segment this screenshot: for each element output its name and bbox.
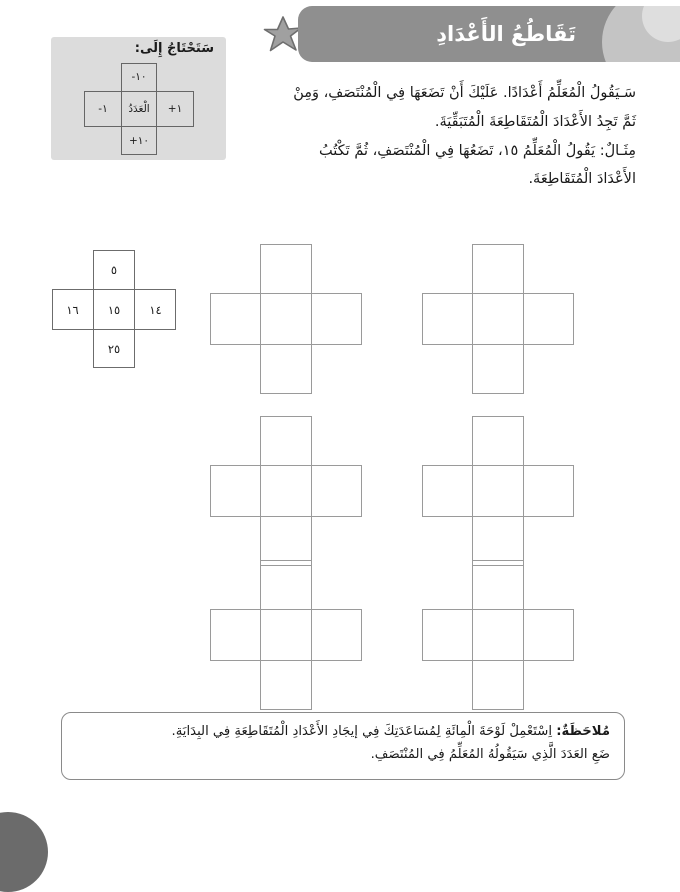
needs-cross-cell-right: ١- (98, 103, 108, 115)
instructions-line-1: سَـيَقُولُ الْمُعَلِّمُ أَعْدَادًا. عَلَيْكَ أَنْ تَضَعَهَا فِي الْمُنْتَصَفِ، وَمِنْ (293, 85, 636, 101)
blank-cross-cell-right[interactable] (524, 465, 574, 517)
blank-cross-cell-top[interactable] (260, 244, 312, 293)
example-cross-cell-left: ١٦ (66, 302, 79, 317)
blank-cross-cell-center[interactable] (260, 293, 312, 345)
footer-decor-blob (0, 812, 48, 892)
blank-cross-cell-center[interactable] (472, 293, 524, 345)
instructions-line-4: الأَعْدَادَ الْمُتَقَاطِعَةَ. (528, 171, 636, 188)
blank-cross-cell-right[interactable] (312, 609, 362, 661)
example-cross-diagram (52, 250, 176, 368)
blank-cross-cell-right[interactable] (524, 293, 574, 345)
example-cross-cell-center: ١٥ (107, 302, 121, 317)
blank-cross-cell-center[interactable] (260, 465, 312, 517)
blank-cross-cell-top[interactable] (260, 560, 312, 609)
materials-needed-box (51, 37, 226, 160)
blank-cross-cell-left[interactable] (210, 293, 260, 345)
blank-cross-cell-center[interactable] (472, 609, 524, 661)
blank-cross-6 (422, 560, 574, 710)
blank-cross-cell-bottom[interactable] (260, 661, 312, 710)
blank-cross-cell-top[interactable] (472, 416, 524, 465)
instructions-text (248, 80, 636, 195)
page-title: تَقَاطُعُ الأَعْدَادِ (436, 22, 576, 46)
needs-cross-cell-center: الْعَدَدُ (128, 103, 150, 115)
footer-text (62, 836, 382, 847)
note-box (61, 712, 625, 780)
blank-cross-cell-center[interactable] (260, 609, 312, 661)
blank-cross-cell-center[interactable] (472, 465, 524, 517)
blank-cross-cell-bottom[interactable] (260, 345, 312, 394)
materials-needed-label: سَتَحْتَاجُ إِلَى: (134, 41, 214, 56)
blank-cross-1 (210, 244, 362, 394)
blank-cross-2 (422, 244, 574, 394)
blank-cross-cell-right[interactable] (524, 609, 574, 661)
example-cross-cell-top: ٥ (110, 262, 118, 277)
needs-cross-diagram (84, 63, 194, 155)
needs-cross-cell-top: ١٠- (131, 71, 147, 83)
needs-cross-cell-bottom: ١٠+ (128, 135, 150, 147)
blank-cross-cell-bottom[interactable] (472, 345, 524, 394)
blank-cross-cell-bottom[interactable] (260, 517, 312, 566)
blank-cross-cell-right[interactable] (312, 465, 362, 517)
blank-cross-3 (210, 416, 362, 566)
blank-cross-cell-bottom[interactable] (472, 661, 524, 710)
blank-cross-4 (422, 416, 574, 566)
header-banner (298, 6, 680, 62)
blank-cross-5 (210, 560, 362, 710)
note-label: مُلاحَظَةٌ: (556, 724, 610, 739)
blank-cross-cell-left[interactable] (210, 609, 260, 661)
note-line-1 (76, 720, 610, 743)
blank-cross-cell-left[interactable] (422, 465, 472, 517)
blank-cross-cell-top[interactable] (260, 416, 312, 465)
blank-cross-cell-bottom[interactable] (472, 517, 524, 566)
instructions-line-2: ثَمَّ تَجِدُ الأَعْدَادَ الْمُتَقَاطِعَةَ الْمُتَبَقِّيَةَ. (434, 113, 636, 130)
example-cross-cell-bottom: ٢٥ (107, 342, 121, 356)
example-cross-cell-right: ١٤ (149, 302, 162, 317)
note-line-1-text: اِسْتَعْمِلْ لَوْحَةَ الْمِائَةِ لِمُسَاعَدَتِكَ فِي إيجَادِ الأَعْدَادِ الْمُتَقَاطِعَةِ فِي البِدَايَةِ. (171, 724, 557, 739)
blank-cross-cell-top[interactable] (472, 560, 524, 609)
blank-cross-cell-left[interactable] (210, 465, 260, 517)
blank-cross-cell-right[interactable] (312, 293, 362, 345)
blank-cross-cell-left[interactable] (422, 609, 472, 661)
instructions-line-3: مِثَـالٌ: يَقُولُ الْمُعَلِّمُ ١٥، تَضَعُهَا فِي الْمُنْتَصَفِ، ثُمَّ تَكْتُبُ (319, 142, 636, 159)
needs-cross-cell-left: ١+ (167, 103, 183, 115)
note-line-2: ضَعِ العَدَدَ الَّذِي سَيَقُولُهُ المُعَلِّمُ فِي المُنْتَصَفِ. (370, 747, 610, 763)
blank-cross-cell-top[interactable] (472, 244, 524, 293)
blank-cross-cell-left[interactable] (422, 293, 472, 345)
note-text (76, 720, 610, 766)
